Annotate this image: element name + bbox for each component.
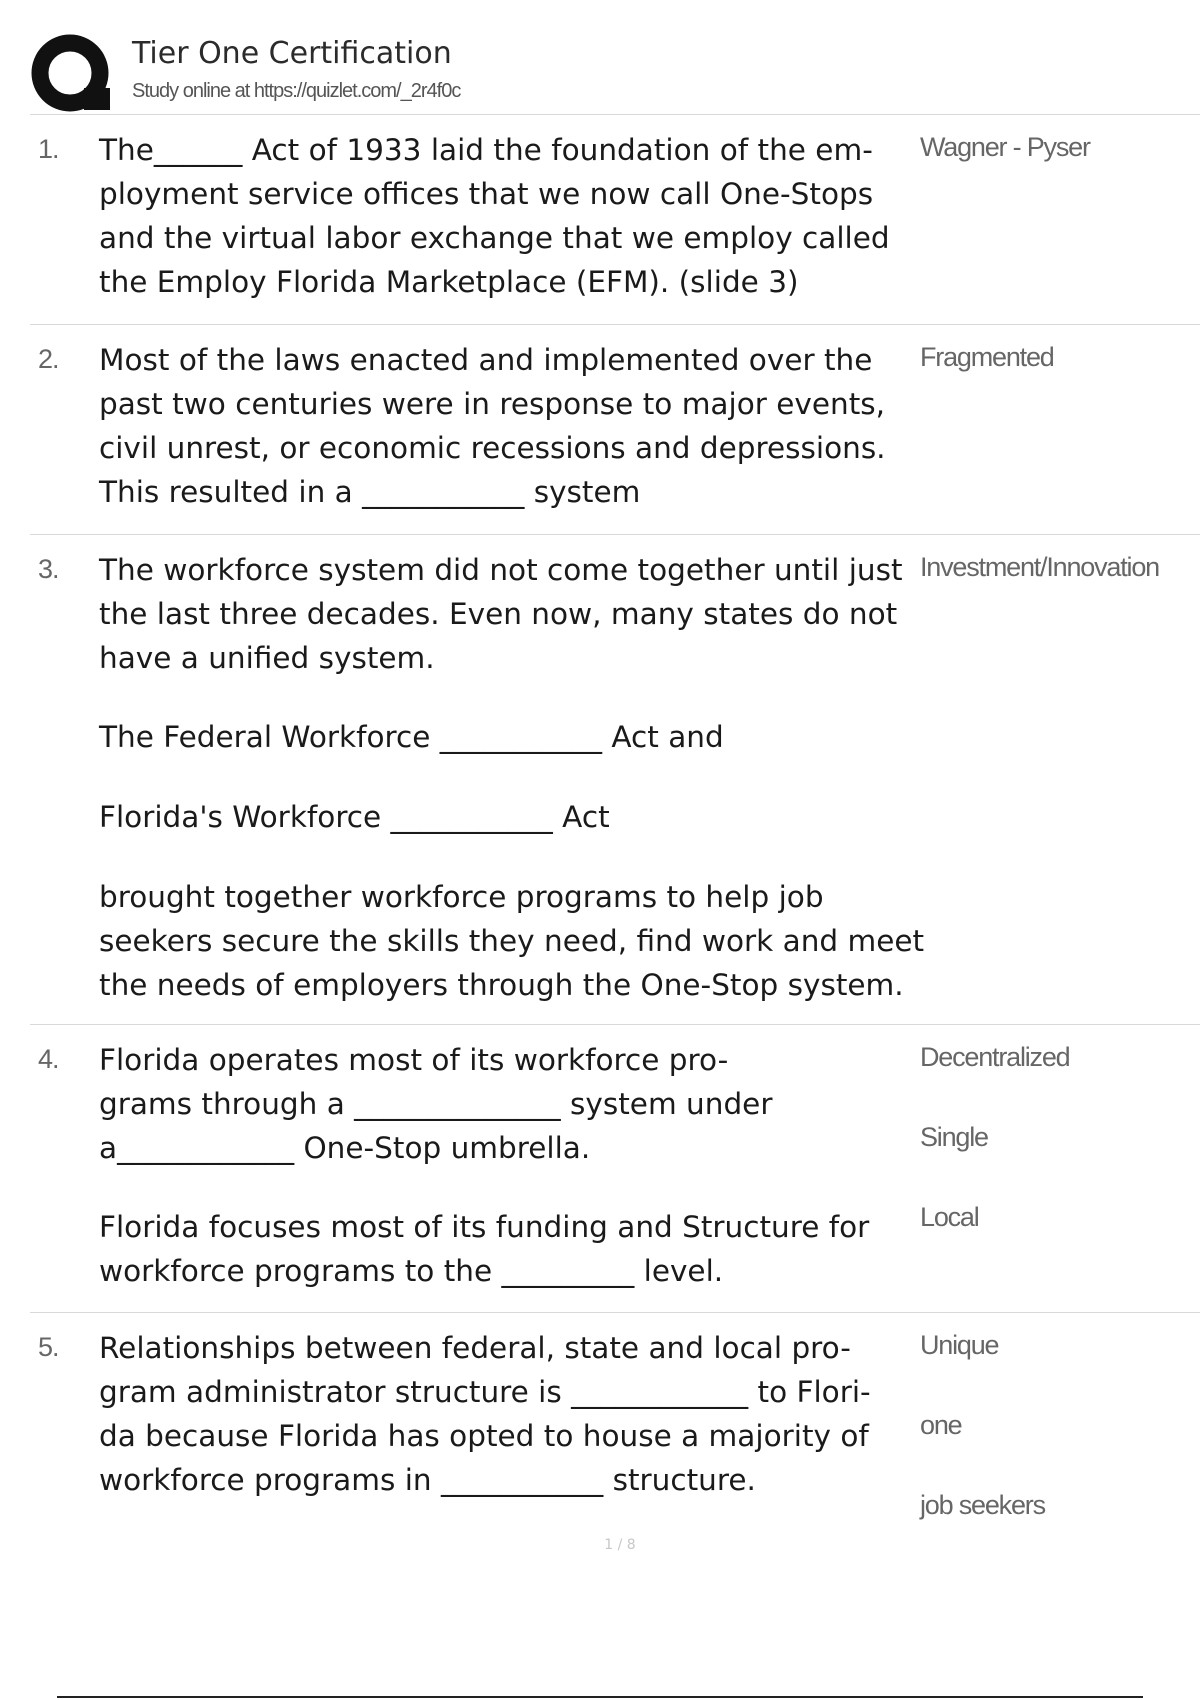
answer: Investment/Innovation	[920, 552, 1159, 582]
question-line: ployment service offices that we now call One-Stops	[99, 177, 874, 211]
question-line: da because Florida has opted to house a majority of	[99, 1419, 869, 1453]
question-line: Relationships between federal, state and local pro-	[99, 1331, 851, 1365]
question-line: grams through a ______________ system under	[99, 1087, 773, 1121]
question-line: seekers secure the skills they need, find work and meet	[99, 924, 925, 958]
question-1	[30, 114, 1200, 325]
question-line: workforce programs to the _________ level.	[99, 1254, 724, 1288]
question-line: workforce programs in ___________ structure.	[99, 1463, 756, 1497]
question-number: 1.	[38, 134, 59, 164]
question-line: Florida's Workforce ___________ Act	[99, 800, 610, 834]
question-line: have a unified system.	[99, 641, 435, 675]
answer: Decentralized	[920, 1042, 1070, 1072]
question-line: the needs of employers through the One-Stop system.	[99, 968, 904, 1002]
question-number: 3.	[38, 554, 59, 584]
answer: Local	[920, 1202, 979, 1232]
question-number: 5.	[38, 1332, 59, 1362]
question-line: brought together workforce programs to help job	[99, 880, 824, 914]
question-5	[30, 1312, 1200, 1542]
document-header	[30, 28, 1200, 115]
study-online-link-text: Study online at https://quizlet.com/_2r4f0c	[132, 80, 461, 102]
question-number: 2.	[38, 344, 59, 374]
question-4	[30, 1024, 1200, 1313]
question-line: The workforce system did not come together until just	[99, 553, 903, 587]
answer: Fragmented	[920, 342, 1054, 372]
bottom-divider	[57, 1696, 1143, 1698]
question-number: 4.	[38, 1044, 59, 1074]
question-line: and the virtual labor exchange that we employ called	[99, 221, 890, 255]
page-number: 1 / 8	[604, 1537, 636, 1553]
question-line: the Employ Florida Marketplace (EFM). (slide 3)	[99, 265, 799, 299]
question-2	[30, 324, 1200, 535]
answer: job seekers	[920, 1490, 1045, 1520]
question-text	[99, 338, 959, 514]
question-text	[99, 548, 959, 1007]
question-line: The Federal Workforce ___________ Act and	[99, 720, 724, 754]
answer: Unique	[920, 1330, 999, 1360]
question-text	[99, 128, 959, 304]
question-line: Florida focuses most of its funding and Structure for	[99, 1210, 870, 1244]
question-line: the last three decades. Even now, many states do not	[99, 597, 898, 631]
question-line: Most of the laws enacted and implemented over the	[99, 343, 873, 377]
question-line: civil unrest, or economic recessions and depressions.	[99, 431, 886, 465]
question-line: a____________ One-Stop umbrella.	[99, 1131, 591, 1165]
question-3	[30, 534, 1200, 1025]
question-text	[99, 1038, 959, 1293]
question-line: gram administrator structure is ____________ to Flori-	[99, 1375, 871, 1409]
answer: Single	[920, 1122, 988, 1152]
quizlet-logo-icon	[30, 32, 112, 114]
question-line: past two centuries were in response to major events,	[99, 387, 886, 421]
question-line: The______ Act of 1933 laid the foundation of the em-	[99, 133, 873, 167]
question-line: This resulted in a ___________ system	[99, 475, 641, 509]
question-line: Florida operates most of its workforce pro-	[99, 1043, 729, 1077]
answer: one	[920, 1410, 962, 1440]
document-title: Tier One Certification	[132, 36, 452, 71]
answer: Wagner - Pyser	[920, 132, 1090, 162]
